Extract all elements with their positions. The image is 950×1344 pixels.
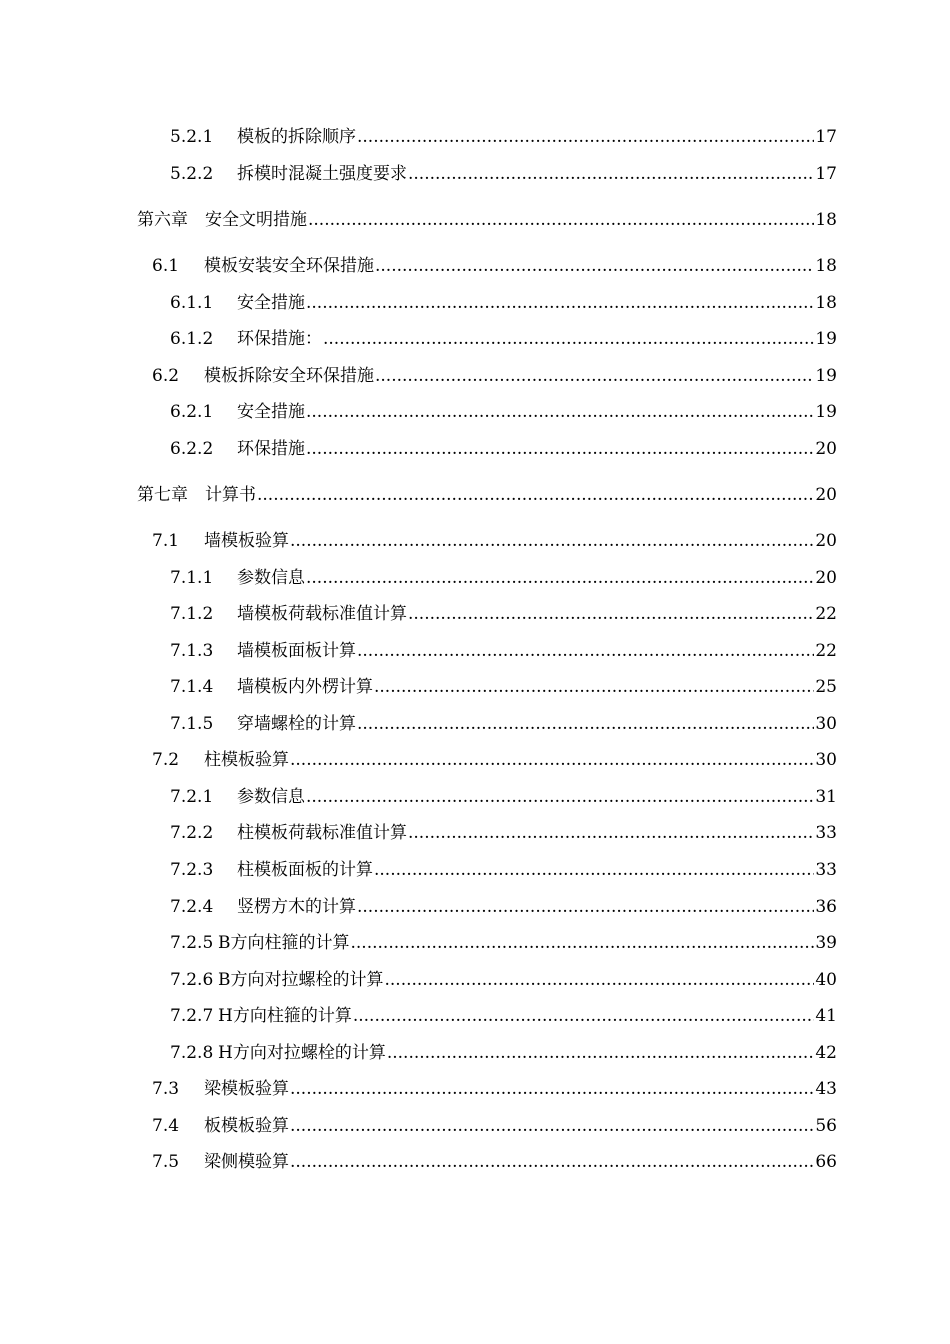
toc-number: 7.2.1 — [170, 787, 214, 807]
toc-title: H方向柱箍的计算 — [218, 1006, 352, 1026]
toc-title: B方向对拉螺栓的计算 — [218, 970, 384, 990]
toc-leader — [375, 255, 814, 277]
toc-number: 7.2.3 — [170, 860, 214, 880]
toc-title: 参数信息 — [237, 568, 305, 588]
toc-title: 穿墙螺栓的计算 — [237, 714, 356, 734]
toc-page-number: 20 — [815, 531, 837, 551]
toc-leader — [357, 713, 814, 735]
toc-title: 梁侧模验算 — [204, 1152, 289, 1172]
toc-leader — [306, 292, 814, 314]
toc-number: 7.1.3 — [170, 641, 214, 661]
toc-page-number: 17 — [815, 164, 837, 184]
toc-title: 柱模板面板的计算 — [237, 860, 373, 880]
toc-number: 6.1.1 — [170, 293, 214, 313]
toc-number: 7.2.4 — [170, 897, 214, 917]
toc-number: 6.2.2 — [170, 439, 214, 459]
toc-leader — [257, 484, 814, 506]
toc-number: 7.3 — [152, 1079, 180, 1099]
toc-leader — [306, 401, 814, 423]
toc-title: 竖楞方木的计算 — [237, 897, 356, 917]
toc-title: 参数信息 — [237, 787, 305, 807]
toc-number: 5.2.2 — [170, 164, 214, 184]
toc-leader — [357, 896, 814, 918]
toc-page-number: 56 — [815, 1116, 837, 1136]
toc-number: 7.2.8 — [170, 1043, 214, 1063]
toc-title: 计算书 — [205, 485, 256, 505]
toc-title: 环保措施 — [237, 439, 305, 459]
toc-entry[interactable] — [170, 859, 837, 881]
toc-page-number: 22 — [815, 604, 837, 624]
toc-entry[interactable] — [170, 401, 837, 423]
toc-leader — [351, 932, 815, 954]
toc-entry[interactable] — [170, 969, 837, 991]
toc-entry[interactable] — [152, 365, 837, 387]
toc-leader — [306, 786, 814, 808]
toc-title: 模板的拆除顺序 — [237, 127, 356, 147]
toc-page-number: 17 — [815, 127, 837, 147]
toc-entry[interactable] — [170, 786, 837, 808]
toc-page-number: 40 — [815, 970, 837, 990]
toc-page-number: 39 — [815, 933, 837, 953]
toc-leader — [408, 163, 814, 185]
toc-number: 第七章 — [137, 485, 188, 505]
toc-leader — [357, 640, 814, 662]
toc-title: 墙模板荷载标准值计算 — [237, 604, 407, 624]
toc-entry[interactable] — [170, 822, 837, 844]
toc-entry[interactable] — [170, 163, 837, 185]
toc-leader — [385, 969, 815, 991]
toc-title: 墙模板验算 — [204, 531, 289, 551]
toc-leader — [374, 676, 814, 698]
toc-leader — [290, 1078, 814, 1100]
toc-entry[interactable] — [170, 292, 837, 314]
toc-entry[interactable] — [170, 1042, 837, 1064]
toc-title: 模板拆除安全环保措施 — [204, 366, 374, 386]
toc-page-number: 22 — [815, 641, 837, 661]
toc-entry[interactable] — [152, 530, 837, 552]
toc-title: 拆模时混凝土强度要求 — [237, 164, 407, 184]
toc-leader — [408, 603, 814, 625]
toc-page-number: 18 — [815, 256, 837, 276]
toc-leader — [308, 209, 814, 231]
toc-number: 7.4 — [152, 1116, 180, 1136]
toc-number: 6.2 — [152, 366, 180, 386]
toc-title: 柱模板荷载标准值计算 — [237, 823, 407, 843]
toc-entry[interactable] — [170, 328, 837, 350]
toc-number: 7.1.2 — [170, 604, 214, 624]
toc-number: 第六章 — [137, 210, 188, 230]
toc-entry[interactable] — [152, 1078, 837, 1100]
toc-entry[interactable] — [170, 932, 837, 954]
toc-title: 梁模板验算 — [204, 1079, 289, 1099]
toc-page-number: 19 — [815, 329, 837, 349]
toc-page-number: 25 — [815, 677, 837, 697]
toc-entry[interactable] — [170, 1005, 837, 1027]
toc-entry[interactable] — [170, 713, 837, 735]
toc-page-number: 43 — [815, 1079, 837, 1099]
toc-page-number: 36 — [815, 897, 837, 917]
toc-number: 7.1 — [152, 531, 180, 551]
toc-number: 7.1.4 — [170, 677, 214, 697]
toc-leader — [290, 1151, 814, 1173]
toc-leader — [290, 530, 814, 552]
toc-leader — [323, 328, 814, 350]
toc-entry[interactable] — [170, 567, 837, 589]
toc-number: 6.2.1 — [170, 402, 214, 422]
toc-number: 7.2.6 — [170, 970, 214, 990]
toc-title: 模板安装安全环保措施 — [204, 256, 374, 276]
toc-leader — [374, 859, 814, 881]
toc-number: 7.2.2 — [170, 823, 214, 843]
toc-page-number: 41 — [815, 1006, 837, 1026]
toc-page-number: 19 — [815, 366, 837, 386]
toc-leader — [306, 438, 814, 460]
toc-title: 安全措施 — [237, 293, 305, 313]
toc-leader — [290, 749, 814, 771]
toc-entry[interactable] — [170, 676, 837, 698]
toc-title: 柱模板验算 — [204, 750, 289, 770]
toc-leader — [290, 1115, 814, 1137]
toc-page-number: 20 — [815, 439, 837, 459]
toc-entry[interactable] — [170, 126, 837, 148]
toc-title: 墙模板内外楞计算 — [237, 677, 373, 697]
toc-entry[interactable] — [152, 749, 837, 771]
toc-page-number: 20 — [815, 568, 837, 588]
toc-entry[interactable] — [137, 209, 837, 231]
toc-title: B方向柱箍的计算 — [218, 933, 350, 953]
toc-leader — [387, 1042, 815, 1064]
toc-page-number: 31 — [815, 787, 837, 807]
toc-entry[interactable] — [170, 603, 837, 625]
toc-page-number: 30 — [815, 714, 837, 734]
toc-title: 环保措施： — [237, 329, 322, 349]
toc-number: 6.1 — [152, 256, 180, 276]
toc-page-number: 30 — [815, 750, 837, 770]
toc-leader — [306, 567, 814, 589]
toc-entry[interactable] — [170, 438, 837, 460]
toc-page-number: 33 — [815, 823, 837, 843]
toc-title: 安全措施 — [237, 402, 305, 422]
toc-number: 7.2 — [152, 750, 180, 770]
toc-entry[interactable] — [152, 255, 837, 277]
toc-page-number: 19 — [815, 402, 837, 422]
toc-entry[interactable] — [170, 640, 837, 662]
toc-number: 7.2.7 — [170, 1006, 214, 1026]
toc-title: 墙模板面板计算 — [237, 641, 356, 661]
toc-leader — [353, 1005, 815, 1027]
toc-title: 板模板验算 — [204, 1116, 289, 1136]
toc-entry[interactable] — [170, 896, 837, 918]
toc-entry[interactable] — [137, 484, 837, 506]
toc-page-number: 33 — [815, 860, 837, 880]
toc-number: 5.2.1 — [170, 127, 214, 147]
toc-number: 7.1.5 — [170, 714, 214, 734]
toc-page-number: 18 — [815, 293, 837, 313]
toc-leader — [357, 126, 814, 148]
toc-number: 7.1.1 — [170, 568, 214, 588]
toc-page-number: 20 — [815, 485, 837, 505]
toc-leader — [408, 822, 814, 844]
toc-entry[interactable] — [152, 1151, 837, 1173]
toc-number: 7.5 — [152, 1152, 180, 1172]
toc-number: 6.1.2 — [170, 329, 214, 349]
toc-title: H方向对拉螺栓的计算 — [218, 1043, 386, 1063]
toc-page-number: 42 — [815, 1043, 837, 1063]
toc-entry[interactable] — [152, 1115, 837, 1137]
toc-title: 安全文明措施 — [205, 210, 307, 230]
toc-page-number: 18 — [815, 210, 837, 230]
toc-page-number: 66 — [815, 1152, 837, 1172]
toc-leader — [375, 365, 814, 387]
toc-number: 7.2.5 — [170, 933, 214, 953]
